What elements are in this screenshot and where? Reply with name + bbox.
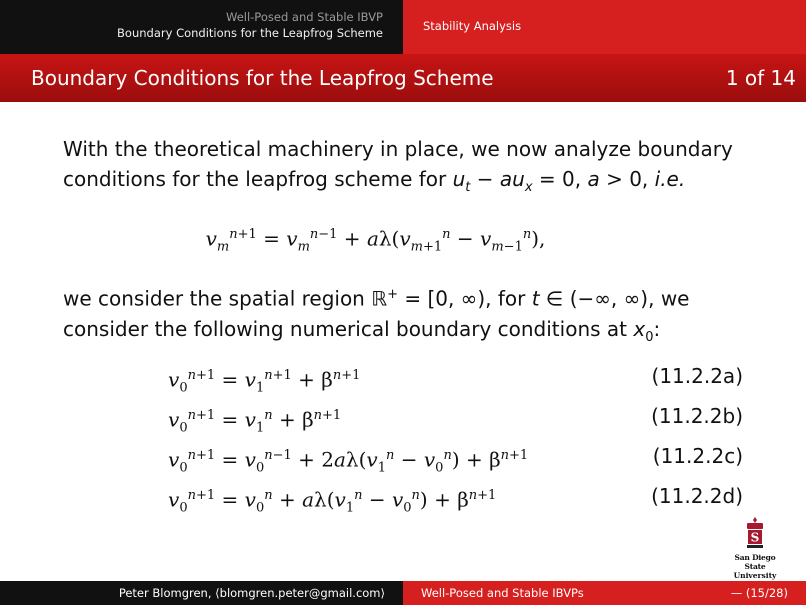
- boundary-conditions-list: [168, 361, 743, 521]
- equation-expression: $v_0^{n+1} = v_0^{n-1} + 2a\lambda(v_1^n - v_0^n) + \beta^{n+1}$: [168, 447, 529, 476]
- logo-line2: University: [733, 571, 777, 580]
- equation-row: [168, 481, 743, 521]
- paragraph-2: we consider the spatial region ℝ+ = [0, ∞), for t ∈ (−∞, ∞), we consider the following numerical boundary conditions at $x_0$:: [63, 286, 690, 345]
- equation-label: (11.2.2a): [651, 364, 743, 388]
- header-line1[interactable]: Well-Posed and Stable IBVP: [226, 10, 383, 24]
- sdsu-logo: [727, 517, 783, 579]
- slide-pager: 1 of 14: [725, 66, 796, 90]
- footer-pages: — (15/28): [730, 586, 788, 600]
- sdsu-emblem-icon: [744, 517, 766, 551]
- header-bar: [0, 0, 806, 54]
- footer-course: Well-Posed and Stable IBVPs: [421, 586, 584, 600]
- equation-row: [168, 441, 743, 481]
- slide-title: Boundary Conditions for the Leapfrog Scheme: [31, 66, 494, 90]
- equation-row: [168, 361, 743, 401]
- footer-bar: [0, 581, 806, 605]
- header-section[interactable]: Stability Analysis: [423, 19, 522, 33]
- footer-author: Peter Blomgren, ⟨blomgren.peter@gmail.com⟩: [118, 586, 385, 600]
- slide-content: [63, 134, 753, 516]
- footer-right: [403, 581, 806, 605]
- paragraph-1: [63, 134, 753, 203]
- paragraph-1-text: With the theoretical machinery in place, we now analyze boundary conditions for the leapfrog scheme for: [63, 137, 733, 191]
- header-right: [403, 0, 806, 54]
- equation-expression: $v_0^{n+1} = v_1^{n+1} + \beta^{n+1}$: [168, 367, 361, 396]
- slide-titlebar: [0, 54, 806, 102]
- equation-expression: $v_0^{n+1} = v_0^n + a\lambda(v_1^n - v_0^n) + \beta^{n+1}$: [168, 487, 497, 516]
- footer-left: [0, 581, 403, 605]
- equation-row: [168, 401, 743, 441]
- paragraph-1-equation: $u_t - au_x = 0$, a > 0, i.e.: [452, 167, 686, 195]
- equation-label: (11.2.2c): [652, 444, 743, 468]
- svg-text:S: S: [750, 530, 760, 545]
- logo-line1: San Diego State: [734, 553, 776, 571]
- equation-label: (11.2.2b): [651, 404, 743, 428]
- header-line2[interactable]: Boundary Conditions for the Leapfrog Scheme: [117, 26, 383, 40]
- leapfrog-equation: $v_m^{n+1} = v_m^{n-1} + a\lambda(v_{m+1}^n - v_{m-1}^n)$,: [205, 226, 546, 255]
- equation-expression: $v_0^{n+1} = v_1^n + \beta^{n+1}$: [168, 407, 342, 436]
- header-left: [0, 0, 403, 54]
- equation-label: (11.2.2d): [651, 484, 743, 508]
